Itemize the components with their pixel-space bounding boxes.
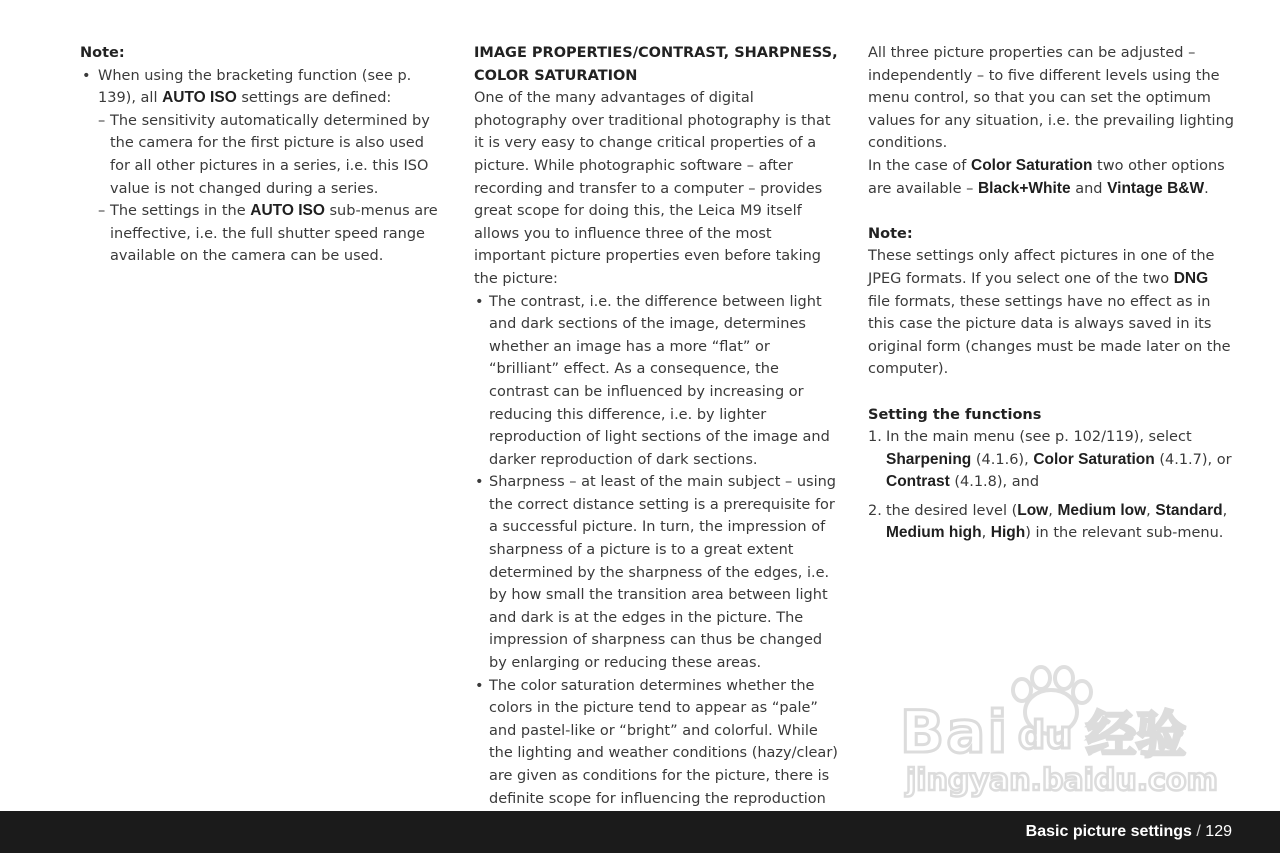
menu-term: Black+White bbox=[977, 179, 1071, 197]
text: When using the bracketing function (see p. 139), all bbox=[98, 67, 412, 107]
properties-list bbox=[474, 291, 838, 833]
text: two other options are available – bbox=[868, 157, 1225, 197]
text: The settings in the bbox=[110, 203, 251, 220]
svg-text:经验: 经验 bbox=[1086, 706, 1186, 764]
text: In the case of bbox=[868, 157, 972, 174]
menu-term: Low bbox=[1017, 501, 1049, 519]
menu-term: Contrast bbox=[886, 473, 950, 491]
text: and bbox=[1070, 180, 1108, 197]
section-title: Basic picture settings bbox=[1025, 823, 1192, 840]
section-heading: IMAGE PROPERTIES/CONTRAST, SHARPNESS, COLOR SATURATION bbox=[474, 45, 838, 84]
list-item: • Sharpness – at least of the main subject – using the correct distance setting is a prerequisite for a successful picture. In turn, the impression of sharpness of a picture is to a great extent determined by the sharpness of the edges, i.e. by how small the transition area between light and dark is at the edges in the picture. The impression of sharpness can thus be changed by enlarging or reducing these areas. bbox=[474, 471, 838, 674]
setting-heading: Setting the functions bbox=[868, 406, 1042, 423]
paragraph bbox=[868, 155, 1234, 200]
note-heading: Note: bbox=[868, 225, 913, 242]
text: settings are defined: bbox=[236, 90, 392, 107]
left-column bbox=[80, 42, 446, 268]
steps-list bbox=[868, 426, 1234, 545]
footer-text bbox=[1026, 821, 1232, 843]
text: , bbox=[1146, 502, 1156, 519]
note-bullet bbox=[80, 65, 446, 110]
text: , bbox=[1222, 502, 1228, 519]
step-number: 2. bbox=[868, 502, 882, 519]
menu-term: AUTO ISO bbox=[162, 89, 237, 107]
middle-column bbox=[474, 42, 838, 833]
paragraph: All three picture properties can be adjusted – independently – to five different levels using the menu control, so that you can set the optimum values for any situation, i.e. the prevailing lighting conditions. bbox=[868, 45, 1234, 152]
menu-term: High bbox=[990, 524, 1026, 542]
svg-text:du: du bbox=[1018, 713, 1073, 757]
step-item bbox=[868, 426, 1234, 494]
text: , bbox=[981, 525, 991, 542]
text: file formats, these settings have no effect as in this case the picture data is always saved in its original form (changes must be made later on the computer). bbox=[868, 293, 1231, 378]
menu-term: Vintage B&W bbox=[1107, 179, 1205, 197]
intro-paragraph: One of the many advantages of digital photography over traditional photography is that it is very easy to change critical properties of a picture. While photographic software – after recording and transfer to a computer – provides great scope for doing this, the Leica M9 itself allows you to influence three of the most important picture properties even before taking the picture: bbox=[474, 90, 831, 287]
right-column bbox=[868, 42, 1234, 545]
menu-term: Medium low bbox=[1057, 501, 1147, 519]
text: (4.1.7), or bbox=[1154, 451, 1232, 468]
svg-text:Bai: Bai bbox=[900, 698, 1010, 766]
menu-term: Color Saturation bbox=[971, 156, 1093, 174]
baidu-watermark-logo bbox=[900, 660, 1220, 810]
note-heading: Note: bbox=[80, 45, 125, 61]
menu-term: DNG bbox=[1173, 269, 1209, 287]
menu-term: AUTO ISO bbox=[250, 202, 325, 220]
text: ) in the relevant sub-menu. bbox=[1025, 525, 1224, 542]
menu-term: Medium high bbox=[886, 524, 982, 542]
text: sub-menus are ineffective, i.e. the full shutter speed range available on the camera can be used. bbox=[110, 203, 438, 265]
text: These settings only affect pictures in one of the JPEG formats. If you select one of the two bbox=[868, 248, 1215, 287]
text: . bbox=[1204, 180, 1209, 197]
text: In the main menu (see p. 102/119), select bbox=[886, 429, 1192, 446]
watermark-url: jingyan.baidu.com bbox=[906, 763, 1218, 798]
menu-term: Standard bbox=[1155, 501, 1223, 519]
list-item: • The color saturation determines whether the colors in the picture tend to appear as “pale” and pastel-like or “bright” and colorful. While the lighting and weather conditions (hazy/clear) are given as conditions for the picture, there is definite scope for influencing the reproduction bbox=[474, 675, 838, 833]
page-number: 129 bbox=[1205, 823, 1232, 840]
menu-term: Color Saturation bbox=[1033, 450, 1155, 468]
note-paragraph bbox=[868, 245, 1234, 381]
text: (4.1.6), bbox=[971, 451, 1034, 468]
menu-term: Sharpening bbox=[886, 450, 972, 468]
dash-item: – The sensitivity automatically determined by the camera for the first picture is also used for all other pictures in a series, i.e. this ISO value is not changed during a series. bbox=[80, 110, 446, 200]
step-number: 1. bbox=[868, 429, 882, 446]
dash-item bbox=[80, 200, 446, 268]
text: (4.1.8), and bbox=[949, 474, 1040, 491]
text: , bbox=[1048, 502, 1058, 519]
step-item bbox=[868, 500, 1234, 545]
list-item: • The contrast, i.e. the difference between light and dark sections of the image, determines whether an image has a more “flat” or “brilliant” effect. As a consequence, the contrast can be influenced by increasing or reducing this difference, i.e. by lighter reproduction of light sections of the image and darker reproduction of dark sections. bbox=[474, 291, 838, 472]
text: the desired level ( bbox=[886, 502, 1018, 519]
separator: / bbox=[1191, 823, 1206, 840]
page-footer bbox=[0, 811, 1280, 853]
note-list bbox=[80, 65, 446, 268]
